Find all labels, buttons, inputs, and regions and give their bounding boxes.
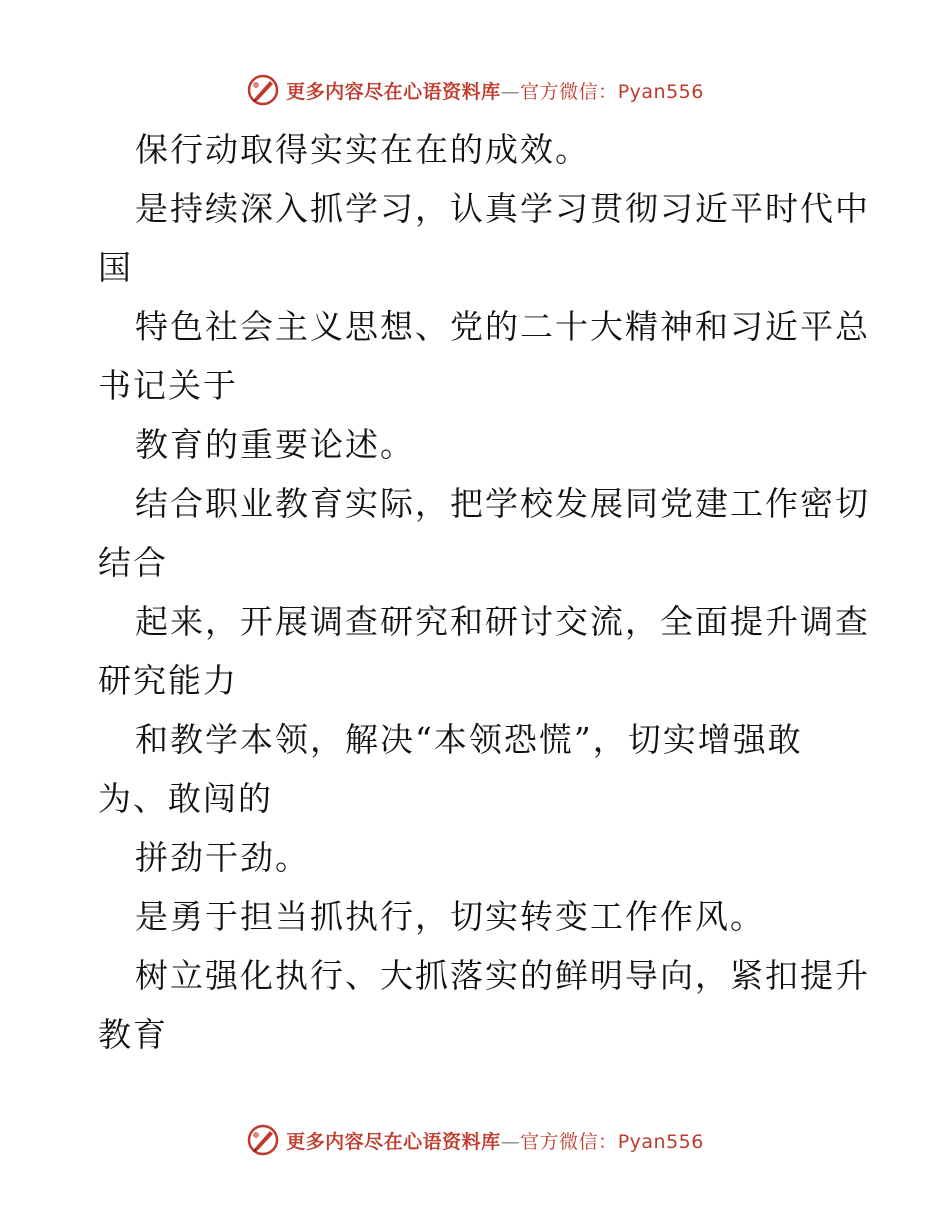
- text-line: 特色社会主义思想、党的二十大精神和习近平总: [135, 307, 870, 346]
- watermark-wechat-label: 官方微信：: [520, 1130, 618, 1153]
- watermark-separator: —: [500, 80, 521, 103]
- text-line: 起来，开展调查研究和研讨交流，全面提升调查: [135, 602, 870, 641]
- text-line: 为、敢闯的: [98, 779, 273, 818]
- quill-pen-icon: [246, 73, 280, 107]
- watermark-brand: 更多内容尽在心语资料库: [286, 1130, 501, 1153]
- watermark-text: [286, 77, 704, 104]
- watermark-brand: 更多内容尽在心语资料库: [286, 80, 501, 103]
- watermark-wechat-id: Pyan556: [617, 1130, 704, 1153]
- text-line: 树立强化执行、大抓落实的鲜明导向，紧扣提升: [135, 956, 870, 995]
- text-line: 是持续深入抓学习，认真学习贯彻习近平时代中: [135, 189, 870, 228]
- header-watermark: [0, 70, 950, 110]
- watermark-separator: —: [500, 1130, 521, 1153]
- text-line: 和教学本领，解决“本领恐慌”，切实增强敢: [135, 720, 803, 759]
- footer-watermark: [0, 1120, 950, 1160]
- text-line: 教育的重要论述。: [135, 425, 415, 464]
- watermark-wechat-id: Pyan556: [617, 80, 704, 103]
- text-line: 结合职业教育实际，把学校发展同党建工作密切: [135, 484, 870, 523]
- watermark-wechat-label: 官方微信：: [520, 80, 618, 103]
- text-line: 结合: [98, 543, 168, 582]
- quill-pen-icon: [246, 1123, 280, 1157]
- text-line: 国: [98, 248, 133, 287]
- document-body: [98, 120, 870, 1064]
- watermark-text: [286, 1127, 704, 1154]
- text-line: 教育: [98, 1015, 168, 1054]
- text-line: 保行动取得实实在在的成效。: [135, 130, 590, 169]
- text-line: 拼劲干劲。: [135, 838, 310, 877]
- text-line: 研究能力: [98, 661, 238, 700]
- text-line: 是勇于担当抓执行，切实转变工作作风。: [135, 897, 765, 936]
- text-line: 书记关于: [98, 366, 238, 405]
